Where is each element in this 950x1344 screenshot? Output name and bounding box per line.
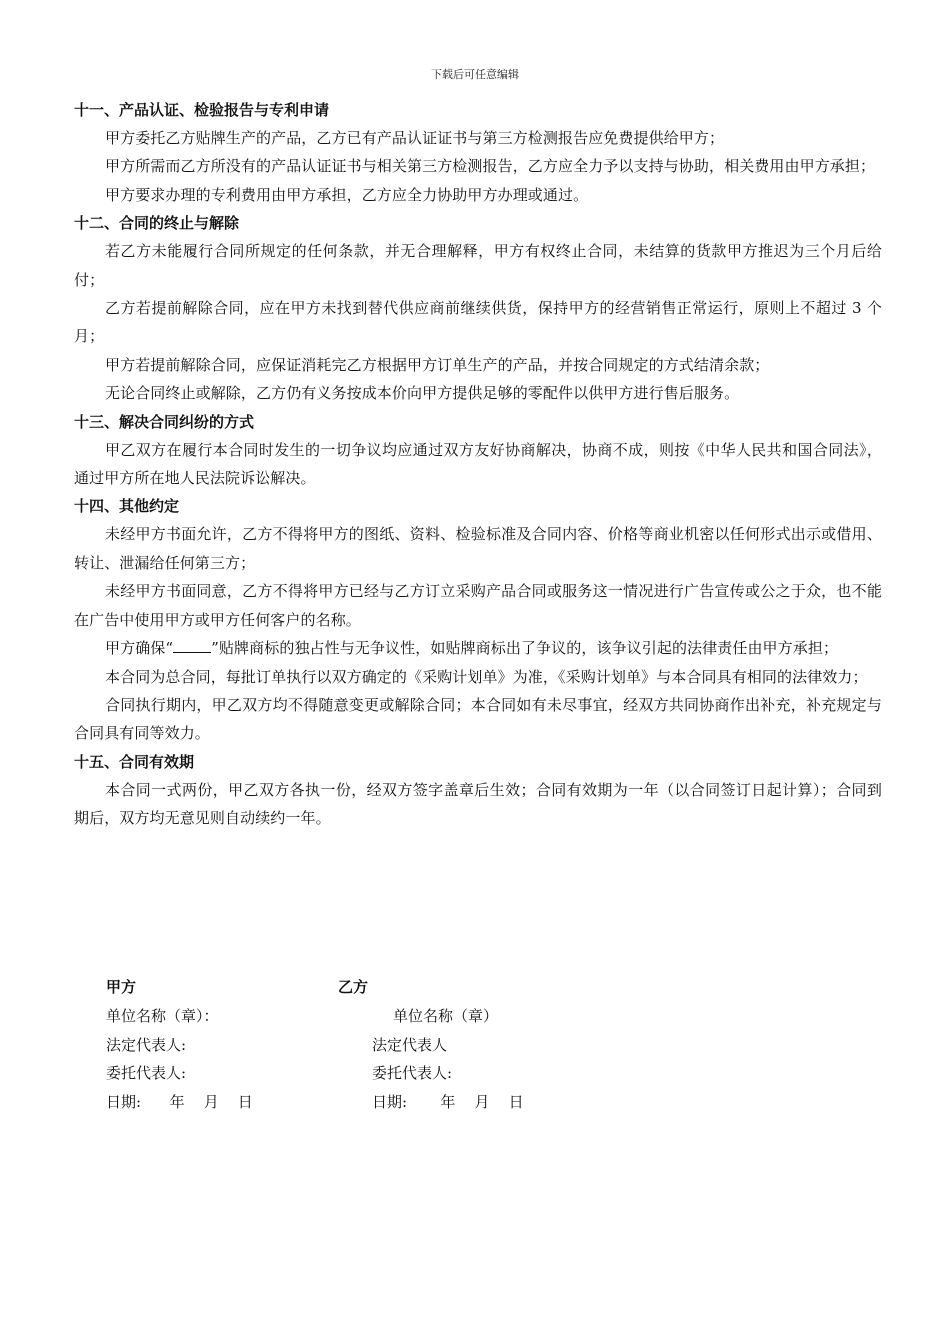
party-a-legal-rep: 法定代表人:	[106, 1035, 187, 1054]
party-a-signature	[106, 972, 253, 1116]
section-title: 十二、合同的终止与解除	[74, 214, 240, 233]
party-b-legal-rep: 法定代表人	[372, 1035, 448, 1054]
section-11	[74, 96, 882, 209]
paragraph: 未经甲方书面同意，乙方不得将甲方已经与乙方订立采购产品合同或服务这一情况进行广告宣传或公之于众，也不能在广告中使用甲方或甲方任何客户的名称。	[74, 582, 882, 629]
paragraph: 甲方委托乙方贴牌生产的产品，乙方已有产品认证证书与第三方检测报告应免费提供给甲方；	[105, 129, 725, 147]
paragraph: 本合同一式两份，甲乙双方各执一份，经双方签字盖章后生效；合同有效期为一年（以合同签订日起计算）；合同到期后，双方均无意见则自动续约一年。	[74, 780, 882, 828]
brand-paragraph	[74, 634, 882, 662]
party-a-title: 甲方	[106, 978, 137, 996]
party-b-agent: 委托代表人:	[372, 1064, 453, 1083]
party-b-date: 日期: 年 月 日	[372, 1092, 524, 1111]
paragraph: 未经甲方书面允许，乙方不得将甲方的图纸、资料、检验标准及合同内容、价格等商业机密以任何形式出示或借用、转让、泄漏给任何第三方；	[74, 525, 882, 572]
paragraph: 本合同为总合同，每批订单执行以双方确定的《采购计划单》为准，《采购计划单》与本合同具有相同的法律效力；	[105, 667, 868, 686]
party-a-agent: 委托代表人:	[106, 1064, 187, 1083]
contract-body	[74, 96, 882, 833]
paragraph: 甲方所需而乙方所没有的产品认证证书与相关第三方检测报告，乙方应全力予以支持与协助，相关费用由甲方承担；	[105, 157, 876, 176]
brand-text-after: ”贴牌商标的独占性与无争议性，如贴牌商标出了争议的，该争议引起的法律责任由甲方承担；	[211, 639, 839, 658]
paragraph: 无论合同终止或解除，乙方仍有义务按成本价向甲方提供足够的零配件以供甲方进行售后服务。	[105, 384, 740, 403]
section-title: 十三、解决合同纠纷的方式	[74, 412, 255, 431]
section-12	[74, 209, 882, 407]
page-header-note: 下载后可任意编辑	[431, 68, 519, 81]
brand-name-blank	[173, 638, 211, 653]
section-title: 十四、其他约定	[74, 497, 180, 516]
party-a-name-label: 单位名称（章）：	[106, 1007, 219, 1025]
party-b-name-label: 单位名称（章）	[393, 1007, 499, 1025]
section-13	[74, 408, 882, 493]
party-b-title-col	[338, 972, 368, 1002]
party-b-signature	[372, 1002, 524, 1116]
party-b-title: 乙方	[338, 978, 369, 996]
paragraph: 乙方若提前解除合同，应在甲方未找到替代供应商前继续供货，保持甲方的经营销售正常运行，原则上不超过 3 个月；	[74, 299, 882, 346]
paragraph: 若乙方未能履行合同所规定的任何条款，并无合理解释，甲方有权终止合同，未结算的货款甲方推迟为三个月后给付；	[74, 242, 882, 289]
brand-text-before: 甲方确保“	[105, 639, 174, 658]
party-a-date: 日期: 年 月 日	[106, 1092, 253, 1111]
section-title: 十五、合同有效期	[74, 752, 195, 771]
paragraph: 甲方若提前解除合同，应保证消耗完乙方根据甲方订单生产的产品，并按合同规定的方式结清余款；	[105, 355, 770, 374]
paragraph: 合同执行期内，甲乙双方均不得随意变更或解除合同；本合同如有未尽事宜，经双方共同协商作出补充，补充规定与合同具有同等效力。	[74, 695, 882, 743]
paragraph: 甲方要求办理的专利费用由甲方承担，乙方应全力协助甲方办理或通过。	[105, 185, 589, 204]
section-15	[74, 748, 882, 833]
section-title: 十一、产品认证、检验报告与专利申请	[74, 101, 330, 119]
section-14	[74, 492, 882, 747]
paragraph: 甲乙双方在履行本合同时发生的一切争议均应通过双方友好协商解决，协商不成，则按《中华人民共和国合同法》，通过甲方所在地人民法院诉讼解决。	[74, 440, 882, 488]
